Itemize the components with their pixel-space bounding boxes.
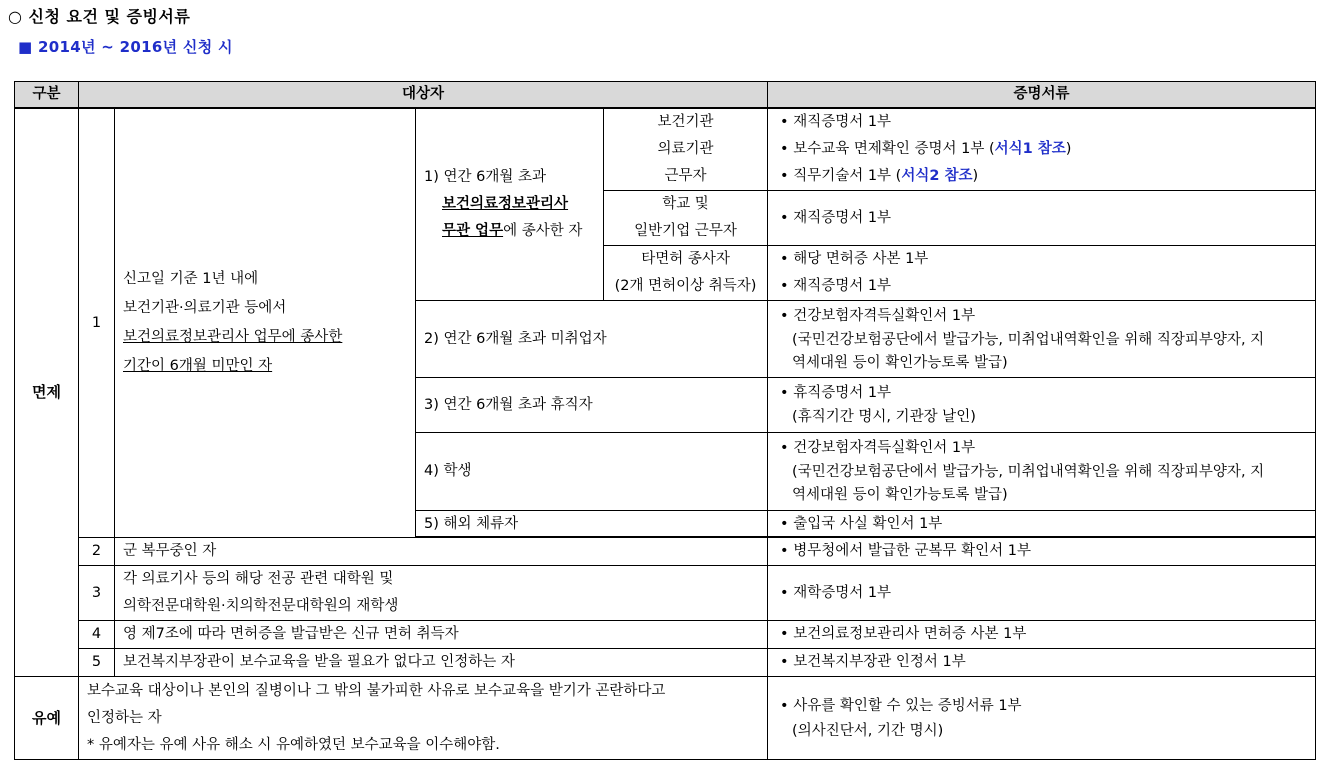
sub4-description: 4) 학생 bbox=[416, 433, 768, 511]
deferral-description: 보수교육 대상이나 본인의 질병이나 그 밖의 불가피한 사유로 보수교육을 받기가 곤란하다고 인정하는 자 * 유예자는 유예 사유 해소 시 유예하였던 보수교육을 이수해야함. bbox=[79, 677, 768, 760]
sub1b-documents: • 재직증명서 1부 bbox=[768, 191, 1316, 246]
row3-documents: • 재학증명서 1부 bbox=[768, 566, 1316, 621]
sub3-documents: • 휴직증명서 1부 (휴직기간 명시, 기관장 날인) bbox=[768, 378, 1316, 433]
table-row bbox=[15, 108, 1316, 191]
sub1c-documents: • 해당 면허증 사본 1부 • 재직증명서 1부 bbox=[768, 246, 1316, 301]
form1-reference: 서식1 참조 bbox=[994, 141, 1066, 157]
category-exempt: 면제 bbox=[15, 108, 79, 677]
sub4-documents: • 건강보험자격득실확인서 1부 (국민건강보험공단에서 발급가능, 미취업내역확인을 위해 직장피부양자, 지 역세대원 등이 확인가능토록 발급) bbox=[768, 433, 1316, 511]
row-number: 5 bbox=[79, 649, 115, 677]
category-deferral: 유예 bbox=[15, 677, 79, 760]
period-subheading: ■ 2014년 ~ 2016년 신청 시 bbox=[18, 38, 233, 56]
section-heading: ○ 신청 요건 및 증빙서류 bbox=[8, 7, 191, 26]
sub1c-who: 타면허 종사자 (2개 면허이상 취득자) bbox=[604, 246, 768, 301]
sub3-description: 3) 연간 6개월 초과 휴직자 bbox=[416, 378, 768, 433]
sub2-description: 2) 연간 6개월 초과 미취업자 bbox=[416, 301, 768, 378]
table-row bbox=[15, 566, 1316, 621]
row2-documents: • 병무청에서 발급한 군복무 확인서 1부 bbox=[768, 538, 1316, 566]
requirements-table bbox=[14, 81, 1316, 760]
sub1a-documents: • 재직증명서 1부 • 보수교육 면제확인 증명서 1부 (서식1 참조) • 직무기술서 1부 (서식2 참조) bbox=[768, 108, 1316, 191]
row1-description: 신고일 기준 1년 내에 보건기관·의료기관 등에서 보건의료정보관리사 업무에 종사한 기간이 6개월 미만인 자 bbox=[115, 108, 416, 538]
form2-reference: 서식2 참조 bbox=[901, 168, 973, 184]
table-row bbox=[15, 677, 1316, 760]
sub5-description: 5) 해외 체류자 bbox=[416, 511, 768, 537]
row2-description: 군 복무중인 자 bbox=[115, 538, 768, 566]
deferral-documents: • 사유를 확인할 수 있는 증빙서류 1부 (의사진단서, 기간 명시) bbox=[768, 677, 1316, 760]
sub1b-who: 학교 및 일반기업 근무자 bbox=[604, 191, 768, 246]
table-row bbox=[15, 538, 1316, 566]
header-documents: 증명서류 bbox=[768, 82, 1316, 109]
row3-description: 각 의료기사 등의 해당 전공 관련 대학원 및 의학전문대학원·치의학전문대학원의 재학생 bbox=[115, 566, 768, 621]
row5-documents: • 보건복지부장관 인정서 1부 bbox=[768, 649, 1316, 677]
row-number: 3 bbox=[79, 566, 115, 621]
row-number: 1 bbox=[79, 108, 115, 538]
row5-description: 보건복지부장관이 보수교육을 받을 필요가 없다고 인정하는 자 bbox=[115, 649, 768, 677]
sub1-description: 1) 연간 6개월 초과 보건의료정보관리사 무관 업무에 종사한 자 bbox=[416, 108, 604, 301]
sub2-documents: • 건강보험자격득실확인서 1부 (국민건강보험공단에서 발급가능, 미취업내역확인을 위해 직장피부양자, 지 역세대원 등이 확인가능토록 발급) bbox=[768, 301, 1316, 378]
row4-documents: • 보건의료정보관리사 면허증 사본 1부 bbox=[768, 621, 1316, 649]
sub5-documents: • 출입국 사실 확인서 1부 bbox=[768, 511, 1316, 537]
row-number: 2 bbox=[79, 538, 115, 566]
header-target: 대상자 bbox=[79, 82, 768, 109]
header-category: 구분 bbox=[15, 82, 79, 109]
row4-description: 영 제7조에 따라 면허증을 발급받은 신규 면허 취득자 bbox=[115, 621, 768, 649]
sub1a-who: 보건기관 의료기관 근무자 bbox=[604, 108, 768, 191]
table-row bbox=[15, 649, 1316, 677]
table-header-row bbox=[15, 82, 1316, 109]
table-row bbox=[15, 621, 1316, 649]
row-number: 4 bbox=[79, 621, 115, 649]
